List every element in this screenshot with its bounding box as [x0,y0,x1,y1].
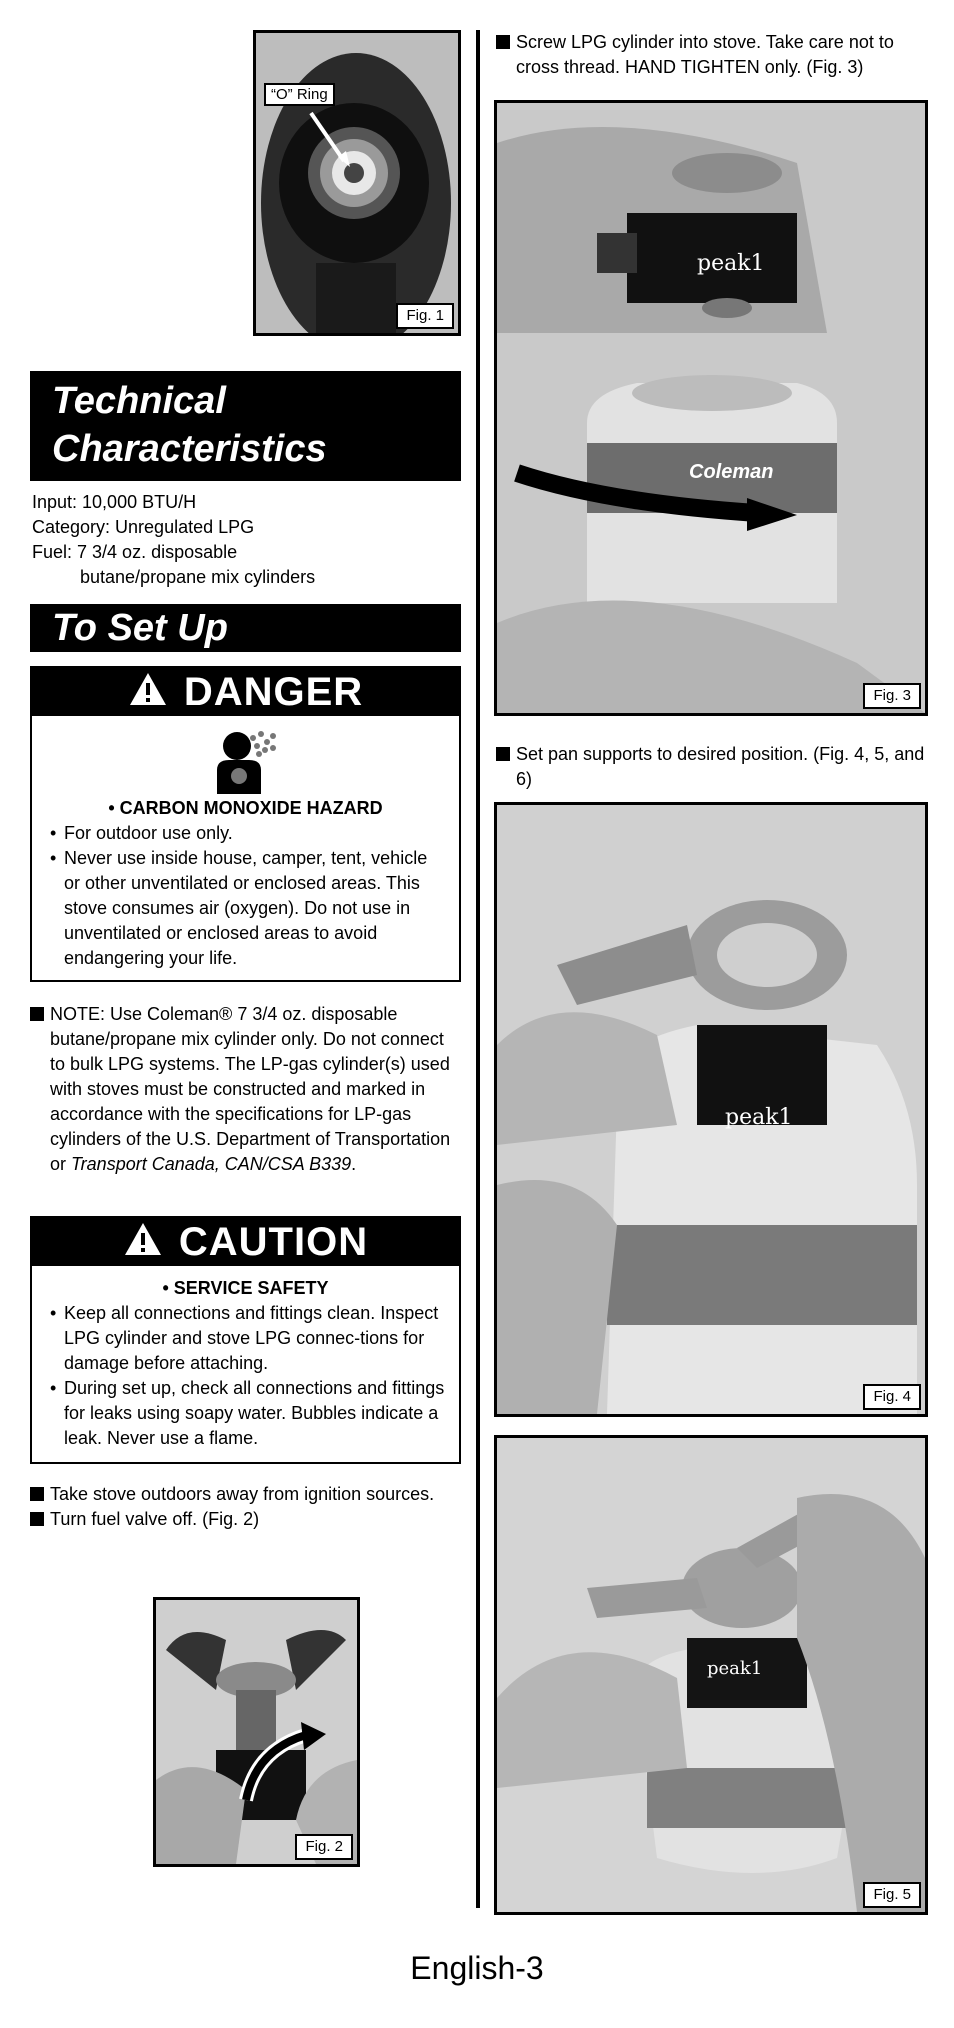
stove-brand-logo: peak1 [725,1105,793,1130]
danger-bullet-2: • Never use inside house, camper, tent, vehicle or other unventilated or enclosed areas. This stove consumes air (oxygen). Do not use in unventilated or enclosed areas to avoid endangering your life. [44,846,447,971]
figure-2-label: Fig. 2 [295,1834,353,1860]
figure-4-label: Fig. 4 [863,1384,921,1410]
cylinder-brand-logo: Coleman [689,461,774,483]
carbon-monoxide-icon [32,724,459,796]
note-paragraph [30,1002,460,1177]
left-steps [30,1482,470,1532]
technical-characteristics-heading [30,371,461,481]
danger-bullet-1: • For outdoor use only. [44,821,447,846]
step-outdoors: Take stove outdoors away from ignition sources. [30,1482,470,1507]
column-divider [476,30,480,1908]
figure-1-label: Fig. 1 [396,303,454,329]
tech-specs [32,490,462,590]
warning-triangle-icon [128,670,168,718]
tech-title-line2: Characteristics [52,428,327,470]
page-number: English-3 [410,1950,544,1986]
caution-bullet-1: • Keep all connections and fittings clean. Inspect LPG cylinder and stove LPG connec-tions for damage before attaching. [44,1301,447,1376]
square-bullet-icon [30,1007,44,1021]
caution-heading: CAUTION [178,1220,369,1264]
stove-brand-logo: peak1 [707,1658,763,1679]
caution-bullet-2: • During set up, check all connections and fittings for leaks using soapy water. Bubbles indicate a leak. Never use a flame. [44,1376,447,1451]
tech-fuel-cont: butane/propane mix cylinders [80,567,316,587]
step-valve-off: Turn fuel valve off. (Fig. 2) [30,1507,470,1532]
step-pan-supports: Set pan supports to desired position. (Fig. 4, 5, and 6) [496,742,926,792]
note-end: . [351,1154,357,1174]
figure-1 [253,30,461,336]
to-set-up-heading: To Set Up [30,604,461,652]
figure-5 [494,1435,928,1915]
caution-subhead: • SERVICE SAFETY [162,1278,329,1298]
tech-fuel: Fuel: 7 3/4 oz. disposable [32,542,238,562]
note-italic: Transport Canada, CAN/CSA B339 [71,1154,352,1174]
caution-box [30,1216,461,1464]
figure-3-label: Fig. 3 [863,683,921,709]
danger-hazard: • CARBON MONOXIDE HAZARD [108,798,383,818]
cylinder-screw-photo [497,103,925,713]
danger-heading: DANGER [183,670,364,714]
warning-triangle-icon [123,1220,163,1268]
tech-title-line1: Technical [52,380,226,422]
figure-2 [153,1597,360,1867]
square-bullet-icon [30,1487,44,1501]
note-text: NOTE: Use Coleman® 7 3/4 oz. disposable butane/propane mix cylinder only. Do not connect to bulk LPG systems. The LP-gas cylinder(s) used with stoves must be constructed and marked in accordance with the specifications for LP-gas cylinders of the U.S. Department of Transportation or [50,1004,451,1174]
caution-header [32,1218,459,1266]
square-bullet-icon [496,747,510,761]
figure-5-label: Fig. 5 [863,1882,921,1908]
figure-4 [494,802,928,1417]
stove-brand-logo: peak1 [697,251,765,276]
square-bullet-icon [496,35,510,49]
tech-category: Category: Unregulated LPG [32,517,255,537]
tech-input: Input: 10,000 BTU/H [32,492,197,512]
pan-support-photo-1 [497,805,925,1414]
fuel-valve-photo [156,1600,357,1864]
danger-box [30,666,461,982]
danger-header [32,668,459,716]
o-ring-callout: “O” Ring [264,83,335,106]
square-bullet-icon [30,1512,44,1526]
figure-3 [494,100,928,716]
step-screw-cylinder: Screw LPG cylinder into stove. Take care not to cross thread. HAND TIGHTEN only. (Fig. 3) [496,30,926,80]
o-ring-photo [256,33,458,333]
